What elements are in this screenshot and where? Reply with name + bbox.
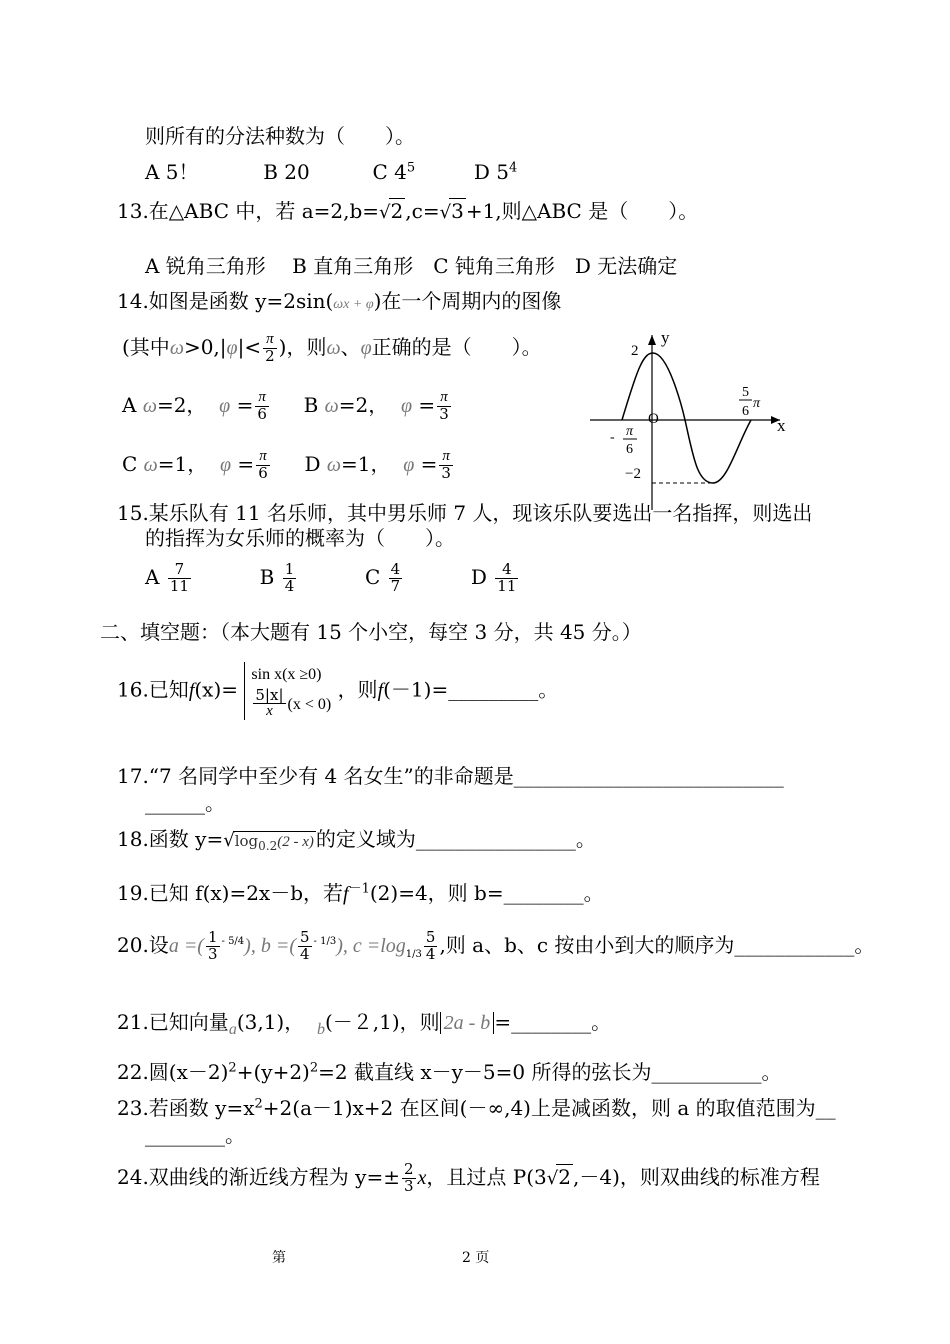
sqrt-2: 2	[390, 199, 404, 223]
q12-stem: 则所有的分法种数为（ ）。	[145, 124, 415, 148]
q15-stem-line2: 的指挥为女乐师的概率为（ ）。	[145, 526, 455, 550]
q15-stem-line1: 15.某乐队有 11 名乐师，其中男乐师 7 人，现该乐队要选出一名指挥，则选出	[117, 501, 813, 525]
q15-options	[145, 562, 520, 595]
q17-line2: ______。	[145, 791, 225, 815]
q15-option-d: D $\frac{4}{11}$	[470, 560, 517, 595]
section-heading: 二、填空题：（本大题有 15 个小空，每空 3 分，共 45 分。）	[100, 620, 642, 644]
q12-option-c: C $4^5$	[372, 160, 416, 184]
q12-option-b: B 20	[263, 160, 310, 184]
q14-option-b: B ω=2， φ = $\frac{\pi}{3}$	[303, 389, 449, 423]
log-radicand: $\log_{0.2}(2 - x)$	[234, 832, 314, 853]
sqrt-2-point: 2	[558, 1164, 571, 1189]
q14-stem-line1: 14.如图是函数 y=2sin(ωx + φ)在一个周期内的图像	[117, 289, 562, 313]
q12-options	[145, 160, 517, 184]
abs-2a-b: 2a - b	[440, 1012, 495, 1034]
q12-option-d: D $5^4$	[473, 160, 518, 184]
q12-option-a: A 5！	[145, 160, 199, 184]
q20: 20.设a =( $\frac{1}{3}$ $^{- 5/4}$), b =( $\frac{5}{4}$ $^{- 1/3}$), $c =\log_{1/3}$ $\frac{5}{4}$ ,则 a、b、c 按由小到大的顺序为____________。	[117, 928, 875, 963]
x-left-neg: -	[610, 430, 615, 445]
q15-option-b: B $\frac{1}{4}$	[259, 560, 295, 595]
q14-option-c: C ω=1， φ = $\frac{\pi}{6}$	[122, 448, 268, 482]
q22: 22.圆$(x-2)^2+(y+2)^2=2$ 截直线 x－y－5=0 所得的弦长为___________。	[117, 1060, 782, 1084]
x-left-num: π	[626, 424, 634, 439]
q14-options-ab	[122, 390, 453, 423]
q13-options: A 锐角三角形 B 直角三角形 C 钝角三角形 D 无法确定	[145, 254, 678, 278]
q14-options-cd	[122, 449, 455, 482]
q23-line1: 23.若函数 $y=x^2+2(a-1)x+2$ 在区间(－∞,4)上是减函数，则 a 的取值范围为__	[117, 1096, 836, 1120]
q14-option-d: D ω=1， φ = $\frac{\pi}{3}$	[304, 448, 451, 482]
q24: 24.双曲线的渐近线方程为 y=± $\frac{2}{3}$ x，且过点 P(3√2 ,－4)，则双曲线的标准方程	[117, 1160, 820, 1195]
y-max-label: 2	[631, 343, 639, 359]
y-axis-arrow	[648, 335, 656, 345]
q15-option-c: C $\frac{4}{7}$	[364, 560, 401, 595]
q21: 21.已知向量$_a$(3,1)， $_b$(－２,1)，则 2a - b =________。	[117, 1010, 612, 1038]
q19: 19.已知 f(x)=2x－b，若$f^{-1}(2)=4$，则 b=________。	[117, 881, 604, 905]
sine-graph	[585, 325, 800, 515]
x-right-num: 5	[742, 385, 749, 400]
footer-page-prefix: 第	[272, 1250, 286, 1266]
footer-page-number: 2 页	[462, 1250, 490, 1266]
sqrt-3: 3	[451, 199, 464, 223]
q14-option-a: A ω=2， φ = $\frac{\pi}{6}$	[122, 389, 267, 423]
x-right-den: 6	[742, 404, 749, 419]
pi-over-2: $\frac{\pi}{2}$	[265, 331, 275, 365]
q15-option-a: A $\frac{7}{11}$	[145, 560, 189, 595]
q18: 18.函数 $y=√\log_{0.2}(2 - x)$ 的定义域为________________。	[117, 827, 596, 853]
origin-label: O	[648, 411, 659, 427]
q16: 16.已知f(x)= sin x(x ≥0) $\frac{5|x|}{x}$ (x < 0) ，则f(－1)=_________。	[117, 662, 558, 720]
x-right-pi: π	[753, 396, 761, 411]
y-min-label: −2	[625, 466, 641, 482]
q14-stem-line2: (其中ω>0,|φ|< $\frac{\pi}{2}$ )，则ω、φ正确的是（ ）。	[122, 331, 542, 365]
y-axis-label: y	[661, 328, 670, 347]
q13-stem: 13.在△ABC 中，若 a=2,b=√2 ,c=√3 +1,则△ABC 是（ ）。	[117, 199, 699, 223]
q23-line2: ________。	[145, 1123, 245, 1147]
sine-curve	[622, 353, 751, 483]
piecewise-cases: sin x(x ≥0) $\frac{5|x|}{x}$ (x < 0)	[244, 662, 331, 720]
x-left-den: 6	[626, 442, 633, 457]
q17-line1: 17.“7 名同学中至少有 4 名女生”的非命题是___________________________	[117, 764, 784, 788]
x-axis-label: x	[777, 416, 786, 435]
